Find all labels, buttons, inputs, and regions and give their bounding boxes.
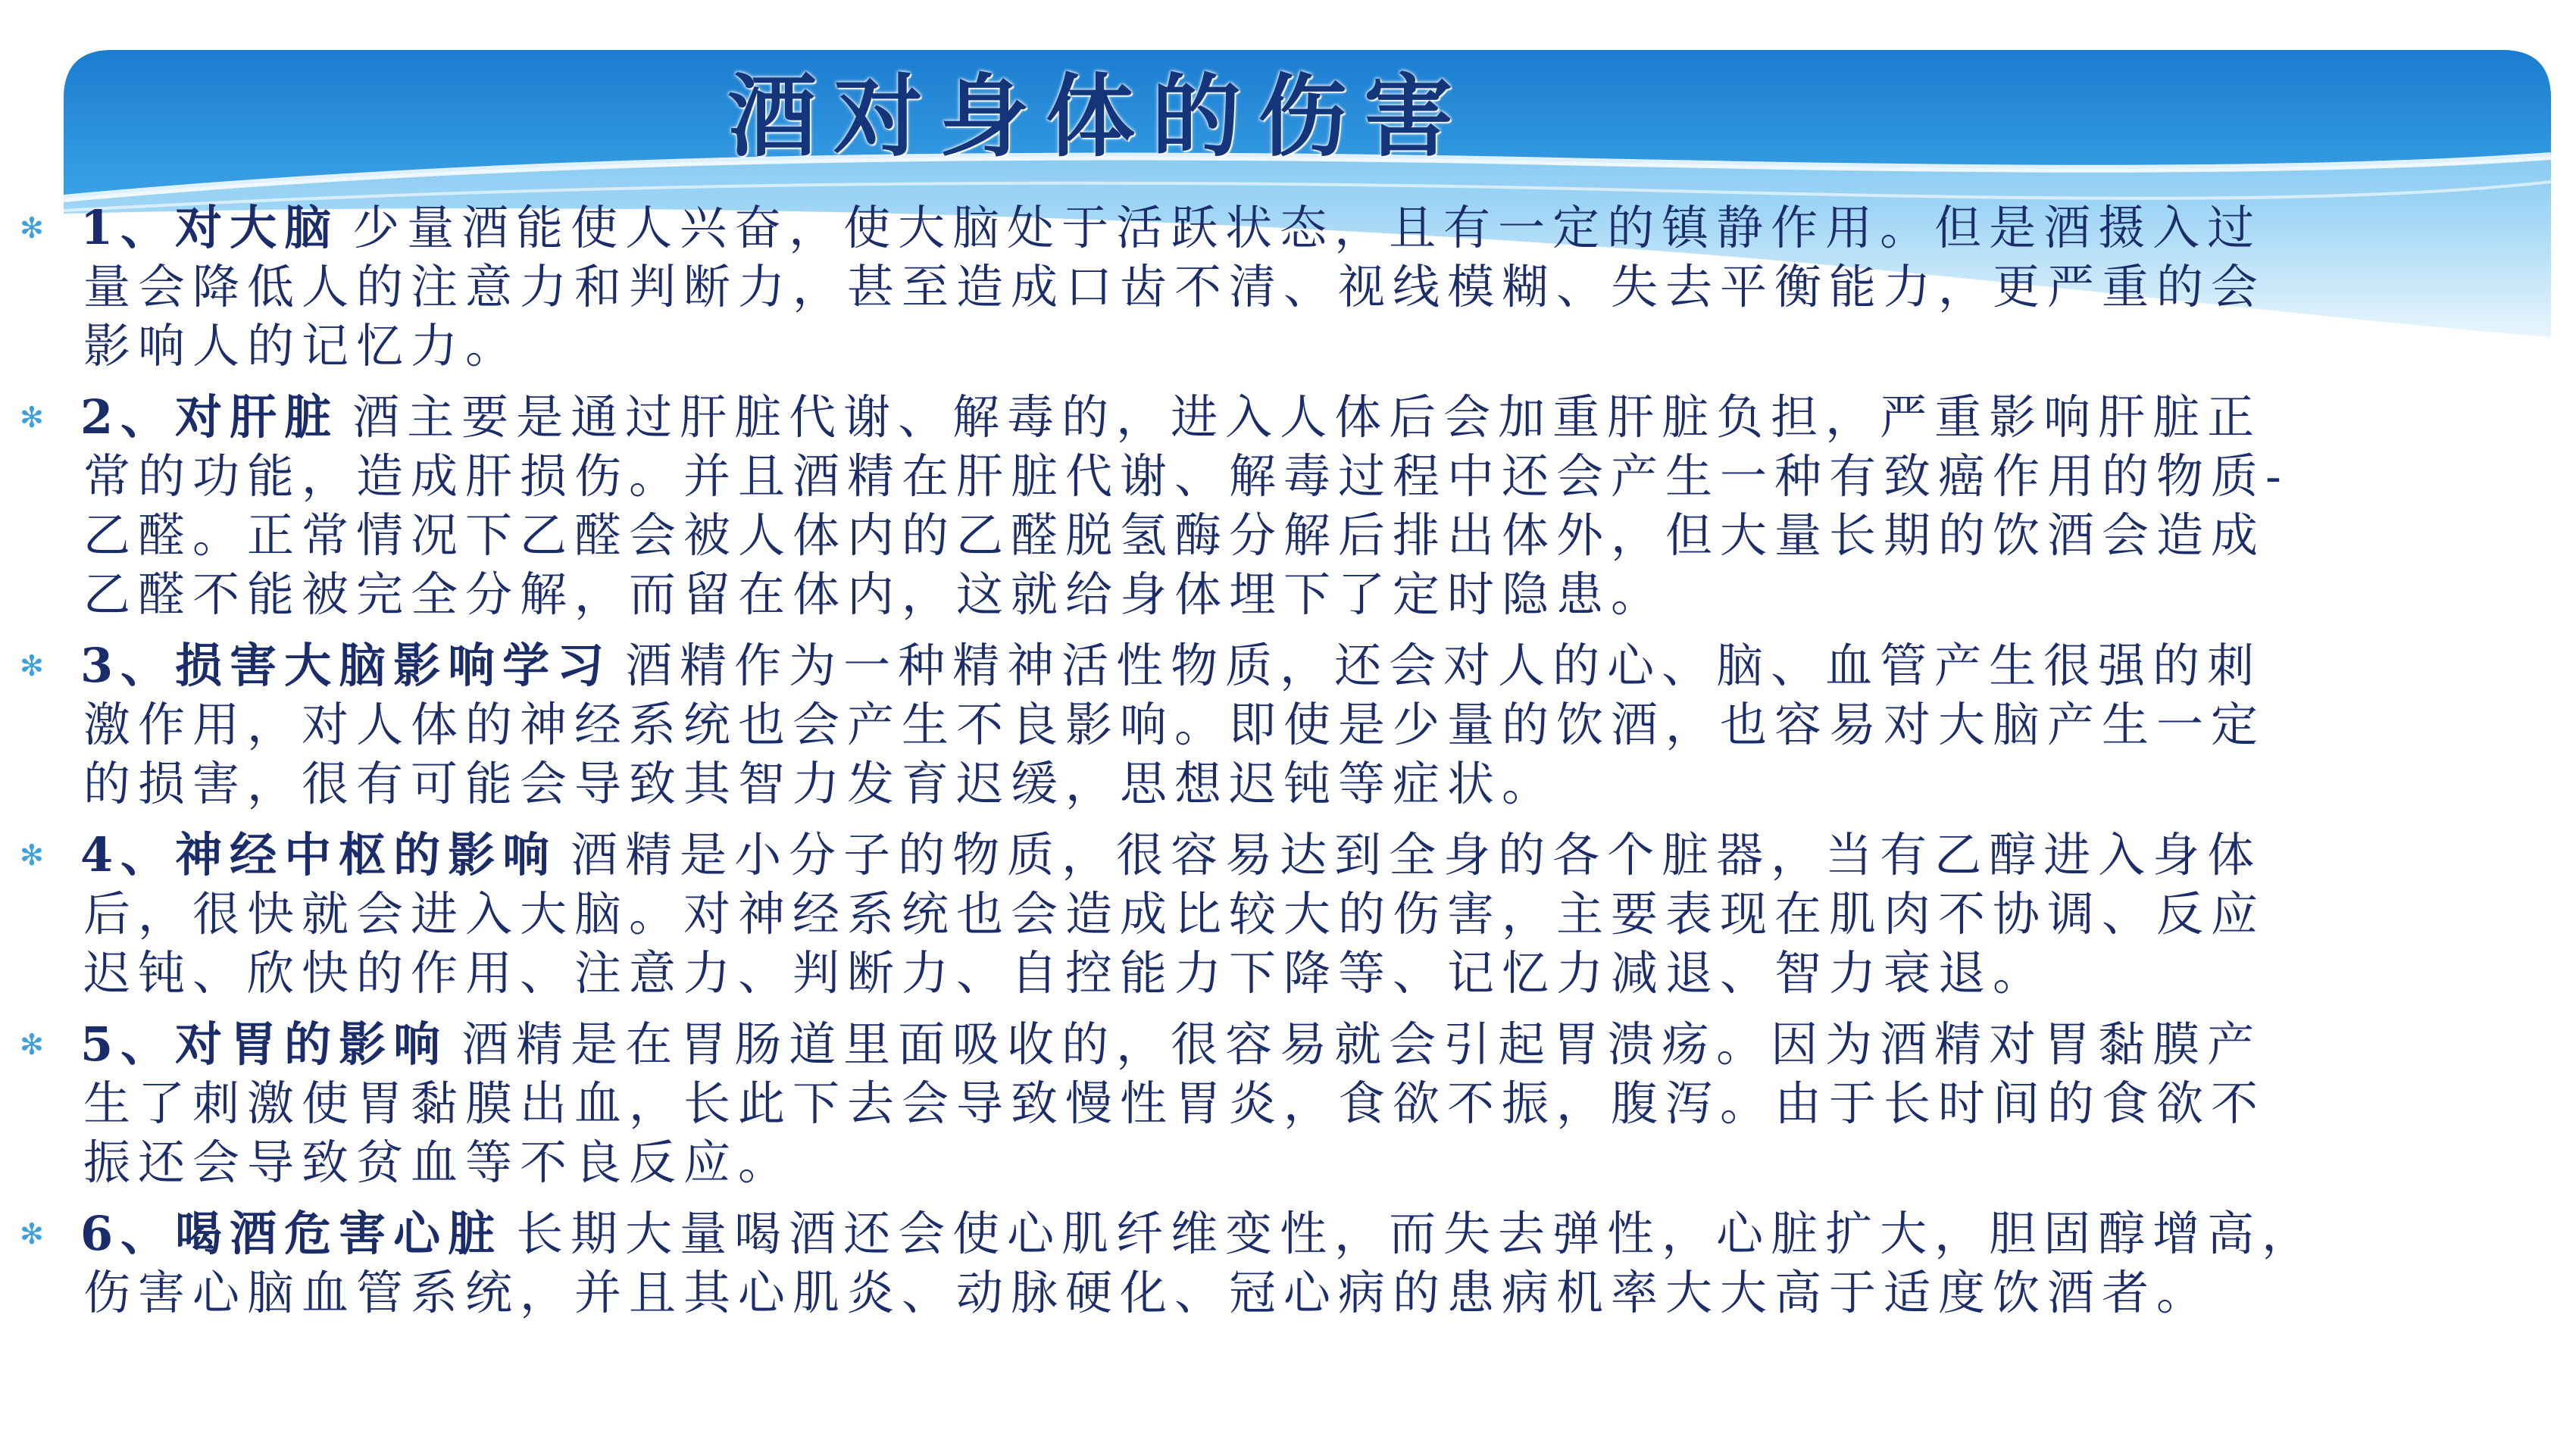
item-text-line: 酒精作为一种精神活性物质，还会对人的心、脑、血管产生很强的刺 [625, 638, 2262, 693]
item-text-line: 酒精是在胃肠道里面吸收的，很容易就会引起胃溃疡。因为酒精对胃黏膜产 [461, 1016, 2262, 1072]
asterisk-bullet-icon [20, 1015, 44, 1074]
item-first-line [0, 826, 2576, 885]
item-heading: 6、喝酒危害心脏 [80, 1206, 503, 1261]
item-text-line: 乙醛不能被完全分解，而留在体内，这就给身体埋下了定时隐患。 [83, 567, 1666, 622]
item-heading: 2、对肝脏 [80, 389, 339, 445]
item-text-line: 常的功能，造成肝损伤。并且酒精在肝脏代谢、解毒过程中还会产生一种有致癌作用的物质- [83, 448, 2289, 504]
item-heading: 3、损害大脑影响学习 [80, 638, 612, 693]
bullet-list [0, 198, 2576, 1335]
item-text-line: 乙醛。正常情况下乙醛会被人体内的乙醛脱氢酶分解后排出体外，但大量长期的饮酒会造成 [83, 507, 2266, 563]
item-text-line: 振还会导致贫血等不良反应。 [83, 1135, 793, 1190]
item-text-line: 生了刺激使胃黏膜出血，长此下去会导致慢性胃炎，食欲不振，腹泻。由于长时间的食欲不 [83, 1076, 2266, 1131]
item-text-line: 后，很快就会进入大脑。对神经系统也会造成比较大的伤害，主要表现在肌肉不协调、反应 [83, 886, 2266, 942]
item-text-line: 少量酒能使人兴奋，使大脑处于活跃状态，且有一定的镇静作用。但是酒摄入过 [352, 200, 2262, 255]
item-text-line: 长期大量喝酒还会使心肌纤维变性，而失去弹性，心脏扩大，胆固醇增高， [516, 1206, 2317, 1261]
asterisk-bullet-icon [20, 1204, 44, 1263]
asterisk-bullet-icon [20, 826, 44, 885]
item-text-line: 酒精是小分子的物质，很容易达到全身的各个脏器，当有乙醇进入身体 [571, 827, 2262, 882]
list-item-3 [0, 636, 2576, 814]
asterisk-bullet-icon [20, 198, 44, 258]
item-text-line: 伤害心脑血管系统，并且其心肌炎、动脉硬化、冠心病的患病机率大大高于适度饮酒者。 [83, 1265, 2212, 1320]
item-text-line: 激作用，对人体的神经系统也会产生不良影响。即使是少量的饮酒，也容易对大脑产生一定 [83, 697, 2266, 752]
item-text-line: 酒主要是通过肝脏代谢、解毒的，进入人体后会加重肝脏负担，严重影响肝脏正 [352, 389, 2262, 445]
list-item-5 [0, 1015, 2576, 1192]
item-first-line [0, 1015, 2576, 1074]
item-first-line [0, 636, 2576, 695]
item-text-line: 影响人的记忆力。 [83, 318, 521, 373]
list-item-2 [0, 388, 2576, 624]
asterisk-bullet-icon [20, 388, 44, 447]
item-text-line: 量会降低人的注意力和判断力，甚至造成口齿不清、视线模糊、失去平衡能力，更严重的会 [83, 259, 2266, 314]
list-item-4 [0, 826, 2576, 1003]
item-heading: 4、神经中枢的影响 [80, 827, 558, 882]
item-first-line [0, 388, 2576, 447]
item-heading: 1、对大脑 [80, 200, 339, 255]
slide-title: 酒对身体的伤害 [727, 64, 1471, 169]
list-item-1 [0, 198, 2576, 376]
asterisk-bullet-icon [20, 636, 44, 695]
item-heading: 5、对胃的影响 [80, 1016, 449, 1072]
item-first-line [0, 198, 2576, 258]
list-item-6 [0, 1204, 2576, 1323]
item-first-line [0, 1204, 2576, 1263]
item-text-line: 的损害，很有可能会导致其智力发育迟缓，思想迟钝等症状。 [83, 756, 1557, 811]
item-text-line: 迟钝、欣快的作用、注意力、判断力、自控能力下降等、记忆力减退、智力衰退。 [83, 945, 2048, 1001]
